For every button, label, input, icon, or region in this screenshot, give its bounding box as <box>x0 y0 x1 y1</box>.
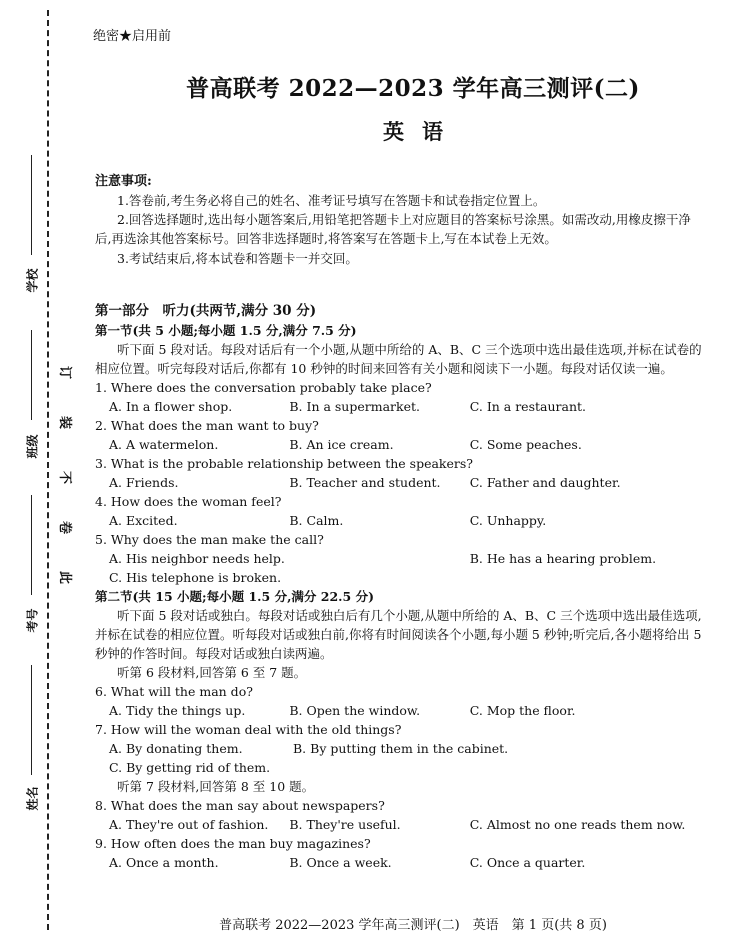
option-b: B. Open the window. <box>289 703 421 718</box>
listening-part <box>95 302 705 872</box>
question-options <box>95 473 705 492</box>
option-c: C. Once a quarter. <box>469 855 586 870</box>
option-b: B. By putting them in the cabinet. <box>293 741 509 756</box>
binding-margin <box>0 0 80 945</box>
option-a: A. By donating them. <box>109 741 243 756</box>
note-item: 2.回答选择题时,选出每小题答案后,用铅笔把答题卡上对应题目的答案标号涂黑。如需改动,用橡皮擦干净后,再选涂其他答案标号。回答非选择题时,将答案写在答题卡上,写在本试卷上无效。 <box>95 212 691 247</box>
option-b: B. Teacher and student. <box>289 475 441 490</box>
question-stem: 2. What does the man want to buy? <box>95 418 319 433</box>
question-stem: 1. Where does the conversation probably take place? <box>95 380 432 395</box>
section2-instruction: 听下面 5 段对话或独白。每段对话或独白后有几个小题,从题中所给的 A、B、C 三个选项中选出最佳选项,并标在试卷的相应位置。听每段对话或独白前,你将有时间阅读各个小题,每小题 5 秒钟;听完后,各小题将给出 5 秒钟的作答时间。每段对话或独白读两遍。 <box>95 608 702 661</box>
option-b: B. In a supermarket. <box>289 399 420 414</box>
part1-heading: 第一部分 听力(共两节,满分 30 分) <box>95 303 317 319</box>
option-a: A. Once a month. <box>109 855 219 870</box>
question-stem: 6. What will the man do? <box>95 684 253 699</box>
option-c: C. In a restaurant. <box>469 399 586 414</box>
exam-title: 普高联考 2022—2023 学年高三测评(二) <box>186 75 640 102</box>
seal-char: 不 <box>57 470 73 485</box>
seal-char: 装 <box>57 415 73 430</box>
question-stem: 4. How does the woman feel? <box>95 494 282 509</box>
notes-heading: 注意事项: <box>95 174 152 189</box>
option-b: B. He has a hearing problem. <box>469 551 657 566</box>
question-options <box>95 511 705 530</box>
option-a: A. Tidy the things up. <box>109 703 246 718</box>
question-options <box>95 758 705 777</box>
option-c: C. Almost no one reads them now. <box>469 817 686 832</box>
question-options <box>95 435 705 454</box>
class-fill-line <box>31 330 32 420</box>
notes-list <box>95 191 705 268</box>
option-a: A. They're out of fashion. <box>109 817 269 832</box>
material-note: 听第 6 段材料,回答第 6 至 7 题。 <box>117 665 307 680</box>
option-c: C. Unhappy. <box>469 513 547 528</box>
question-options <box>95 739 705 758</box>
option-c: C. By getting rid of them. <box>109 760 271 775</box>
option-b: B. Calm. <box>289 513 344 528</box>
page-footer: 普高联考 2022—2023 学年高三测评(二) 英语 第 1 页(共 8 页) <box>219 918 607 933</box>
name-label: 姓名 <box>25 786 40 811</box>
option-a: A. Excited. <box>109 513 178 528</box>
section1-heading: 第一节(共 5 小题;每小题 1.5 分,满分 7.5 分) <box>95 323 357 338</box>
material-note: 听第 7 段材料,回答第 8 至 10 题。 <box>117 779 315 794</box>
seal-char: 此 <box>57 570 73 585</box>
exam-no-fill-line <box>31 495 32 595</box>
option-a: A. Friends. <box>109 475 179 490</box>
question-stem: 3. What is the probable relationship between the speakers? <box>95 456 473 471</box>
note-item: 3.考试结束后,将本试卷和答题卡一并交回。 <box>117 250 358 266</box>
question-options <box>95 815 705 834</box>
question-stem: 7. How will the woman deal with the old things? <box>95 722 402 737</box>
exam-no-label: 考号 <box>25 608 40 633</box>
section1-instruction: 听下面 5 段对话。每段对话后有一个小题,从题中所给的 A、B、C 三个选项中选出最佳选项,并标在试卷的相应位置。听完每段对话后,你都有 10 秒钟的时间来回答有关小题和阅读下一小题。每段对话仅读一遍。 <box>95 342 702 376</box>
seal-char: 订 <box>57 365 73 380</box>
question-options <box>95 397 705 416</box>
question-options <box>95 701 705 720</box>
question-options <box>95 549 705 568</box>
school-fill-line <box>31 155 32 255</box>
option-a: A. A watermelon. <box>109 437 219 452</box>
school-label: 学校 <box>25 268 40 293</box>
option-b: B. They're useful. <box>289 817 401 832</box>
class-label: 班级 <box>25 434 40 459</box>
subject-title: 英语 <box>383 119 461 144</box>
seal-dashed-line <box>47 10 49 930</box>
option-c: C. Mop the floor. <box>469 703 576 718</box>
question-options <box>95 853 705 872</box>
option-b: B. An ice cream. <box>289 437 394 452</box>
question-stem: 5. Why does the man make the call? <box>95 532 324 547</box>
confidential-mark: 绝密★启用前 <box>93 29 172 44</box>
option-c: C. Father and daughter. <box>469 475 621 490</box>
option-c: C. His telephone is broken. <box>109 570 282 585</box>
name-fill-line <box>31 665 32 775</box>
section2-heading: 第二节(共 15 小题;每小题 1.5 分,满分 22.5 分) <box>95 589 374 604</box>
question-stem: 8. What does the man say about newspapers? <box>95 798 385 813</box>
question-options <box>95 568 705 587</box>
option-a: A. His neighbor needs help. <box>109 551 285 566</box>
option-c: C. Some peaches. <box>469 437 582 452</box>
question-stem: 9. How often does the man buy magazines? <box>95 836 371 851</box>
seal-char: 卷 <box>57 520 73 535</box>
note-item: 1.答卷前,考生务必将自己的姓名、准考证号填写在答题卡和试卷指定位置上。 <box>117 193 546 208</box>
option-a: A. In a flower shop. <box>109 399 233 414</box>
option-b: B. Once a week. <box>289 855 392 870</box>
